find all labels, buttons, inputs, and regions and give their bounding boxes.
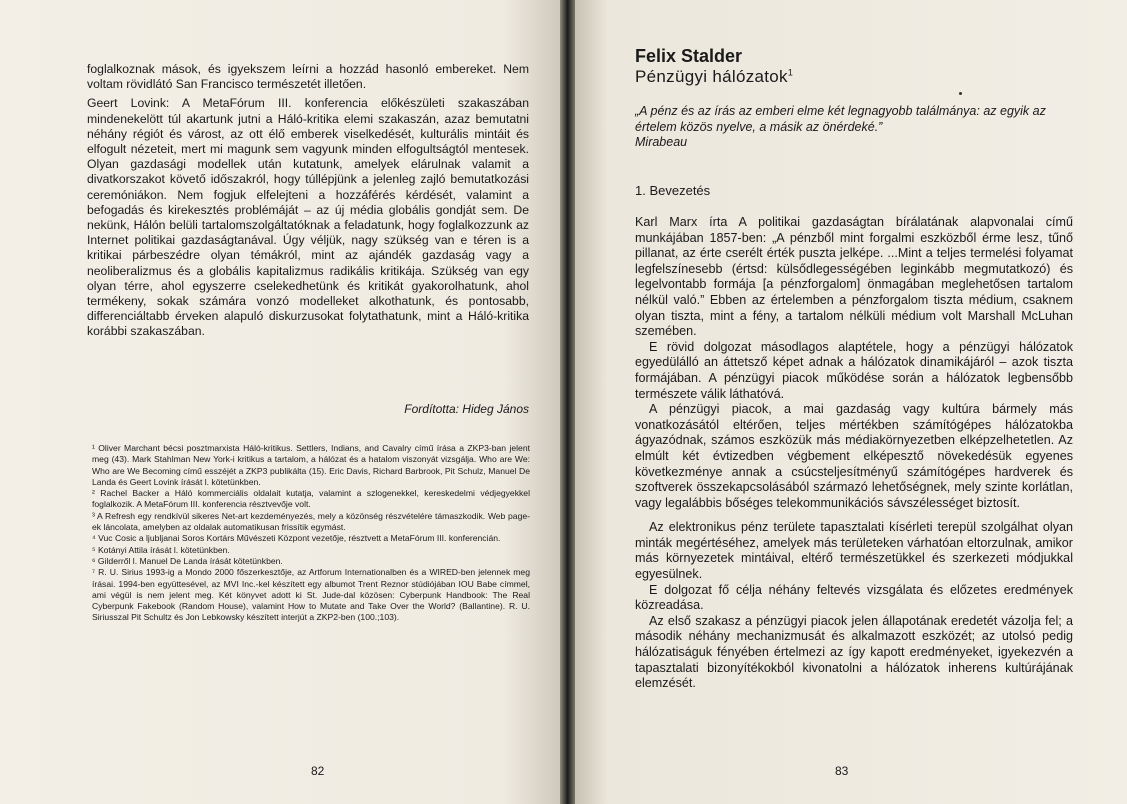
epigraph-quote: „A pénz és az írás az emberi elme két legnagyobb találmánya: az egyik az értelem közös nyelve, a másik az önérdeké.”: [635, 104, 1046, 134]
paragraph: E rövid dolgozat másodlagos alaptétele, hogy a pénzügyi hálózatok egyedülálló an áttetsző képet adnak a hálózatok dinamikájáról – azok tiszta formájában. A pénzügyi piacok működése során a hálózatok legbensőbb természete válik láthatóvá.: [635, 339, 1073, 401]
epigraph-source: Mirabeau: [635, 135, 688, 149]
paragraph: Karl Marx írta A politikai gazdaságtan bírálatának alapvonalai című munkájában 1857-ben: „A pénzből mint forgalmi eszközből érme lesz, tűnő pillanat, az érte cserélt érték puszta jelképe. ...Mint a teljes termelési folyamat legfelszínesebb (értsd: külsődlegességében leginkább megmutatkozó) és legelvontabb formája [a pénzforgalom] önmagában meglehetősen tartalom nélkül való.” Ebben az értelemben a pénzforgalom tiszta médium, csaknem olyan tiszta, mint a fény, a tartalom nélküli médium volt Marshall McLuhan szemében.: [635, 215, 1073, 339]
footnote: ⁵ Kotányi Attila írását l. kötetünkben.: [92, 544, 230, 555]
footnote: ¹ Oliver Marchant bécsi posztmarxista Háló-kritikus. Settlers, Indians, and Cavalry című írása a ZKP3-ban jelent meg (43). Mark Stahlman New York-i kritikus a tartalom, a hálózat és a hatalom viszonyát vizsgálja. Who are We: Who are We Becoming című esszéjét a ZKP3 publikálta (15). Eric Davis, Richard Barbrook, Pit Schulz, Manuel De Landa és Geert Lovink írását l. kötetünkben.: [92, 443, 530, 487]
page-number: 82: [311, 764, 325, 778]
right-body-text: [635, 215, 1073, 692]
title-footnote-mark: 1: [787, 67, 794, 78]
speck: [959, 92, 962, 95]
paragraph: Geert Lovink: A MetaFórum III. konferencia előkészületi szakaszában mindenekelött túl akartunk jutni a Háló-kritika elemi szakaszán, azaz bemutatni néhány régiót és várost, az ott élő emberek viselkedését, kulturális mintáit és elfogult nézeteit, mert mi magunk sem vagyunk minden elfogultságtól mentesek. Olyan gazdasági modellek után kutatunk, amelyek elárulnak valamit a divatkorszakot követő időszakról, hogy túllépjünk a jelenleg zajló bemutatkozási ceremóniákon. Nem fogjuk elfelejteni a hozzáférés kérdését, valamint a befogadás és kirekesztés problémáját – az új média globális gondját sem. De nekünk, Hálón belüli tartalomszolgáltatóknak a feladatunk, hogy foglalkozzunk az Internet politikai gazdaságtanával. Úgy véljük, nagy szükség van e téren is a kritikai párbeszédre olyan témákról, mint az ajándék gazdaság vagy a neoliberalizmus és a globális kapitalizmus radikális kritikája. Szükség van egy olyan térre, ahol egyszerre cselekedhetünk és kritikát gyakorolhatunk, ahol termékeny, sokak számára vonzó modelleket alkothatunk, és pontosabb, differenciáltabb érveken alapuló diskurzusokat folytathatunk, mint a Háló-kritika korábbi szakaszában.: [87, 96, 529, 339]
left-page: [0, 0, 560, 804]
article-title: [635, 67, 793, 87]
translator-credit: Fordította: Hideg János: [404, 402, 529, 416]
paragraph: E dolgozat fő célja néhány feltevés vizsgálata és előzetes eredmények közreadása.: [635, 582, 1073, 613]
paragraph: A pénzügyi piacok, a mai gazdaság vagy kultúra bármely más vonatkozásától eltérően, teljes mértékben számítógépes hálózatokba ágyazódnak, számos eszközük más médiakörnyezetben elképzelhetetlen. Az elmúlt két évtizedben végbement elképesztő növekedésük egyenes következménye annak a csúcsteljesítményű számítógépes hardverek és szoftverek összekapcsolásából származó lehetőségnek, mely szinte korlátlan, vagy legalábbis bőséges telekommunikációs sávszélességet biztosít.: [635, 402, 1073, 510]
footnote: ⁴ Vuc Cosic a ljubljanai Soros Kortárs Művészeti Központ vezetője, résztvett a MetaFórum III. konferencián.: [92, 533, 501, 544]
article-title-text: Pénzügyi hálózatok: [635, 67, 788, 86]
section-heading: 1. Bevezetés: [635, 183, 711, 198]
left-body-text: [87, 62, 529, 340]
paragraph: foglalkoznak mások, és igyekszem leírni a hozzád hasonló embereket. Nem voltam rövidlátó San Francisco természetét illetően.: [87, 62, 529, 92]
footnote: ³ A Refresh egy rendkívül sikeres Net-art kezdeményezés, mely a közönség részvételére támaszkodik. Web page-ek láncolata, amelyben az oldalak automatikusan frissítik egymást.: [92, 510, 530, 533]
page-number: 83: [835, 764, 849, 778]
article-author: Felix Stalder: [635, 46, 743, 66]
paragraph: Az elektronikus pénz területe tapasztalati kísérleti terepül szolgálhat olyan minták megértéséhez, amelyek más területeken várhatóan eltorzulnak, amikor más környezetek mintáival, eltérő természetükkel és szerkezeti módjukkal egyesülnek.: [635, 520, 1073, 582]
epigraph: [635, 104, 1085, 151]
footnote: ⁶ Gilderről l. Manuel De Landa írását kötetünkben.: [92, 555, 283, 566]
footnotes: [92, 443, 530, 624]
right-page: [575, 0, 1127, 804]
book-gutter: [560, 0, 575, 804]
paragraph: Az első szakasz a pénzügyi piacok jelen állapotának eredetét vázolja fel; a második néhány mechanizmusát és alkalmazott eszközét; az utolsó pedig hálózatiságuk fényében értelmezi az így kapott eredményeket, igyekezvén a tapasztalati bizonyítékokból kivonatolni a hálózatok inherens kultúrájának elemzését.: [635, 613, 1073, 691]
footnote: ² Rachel Backer a Háló kommerciális oldalait kutatja, valamint a szlogenekkel, kereskedelmi védjegyekkel foglalkozik. A MetaFórum III. konferencia résztvevője volt.: [92, 488, 530, 510]
footnote: ⁷ R. U. Sirius 1993-ig a Mondo 2000 főszerkesztője, az Artforum Internationalben és a WIRED-ben jelennek meg írásai. 1994-ben együttesével, az MVI Inc.-kel készített egy albumot Trent Reznor stúdiójában IOU Babe címmel, ami végül is nem jelent meg. Két könyvet adott ki St. Jude-dal közösen: Cyberpunk Handbook: The Real Cyberpunk Fakebook (Random House), valamint How to Mutate and Take Over the World? (Ballantine). R. U. Siriusszal Pit Schultz és Jon Lebkowsky készített interjút a ZKP2-ben (100.;103).: [92, 567, 530, 623]
